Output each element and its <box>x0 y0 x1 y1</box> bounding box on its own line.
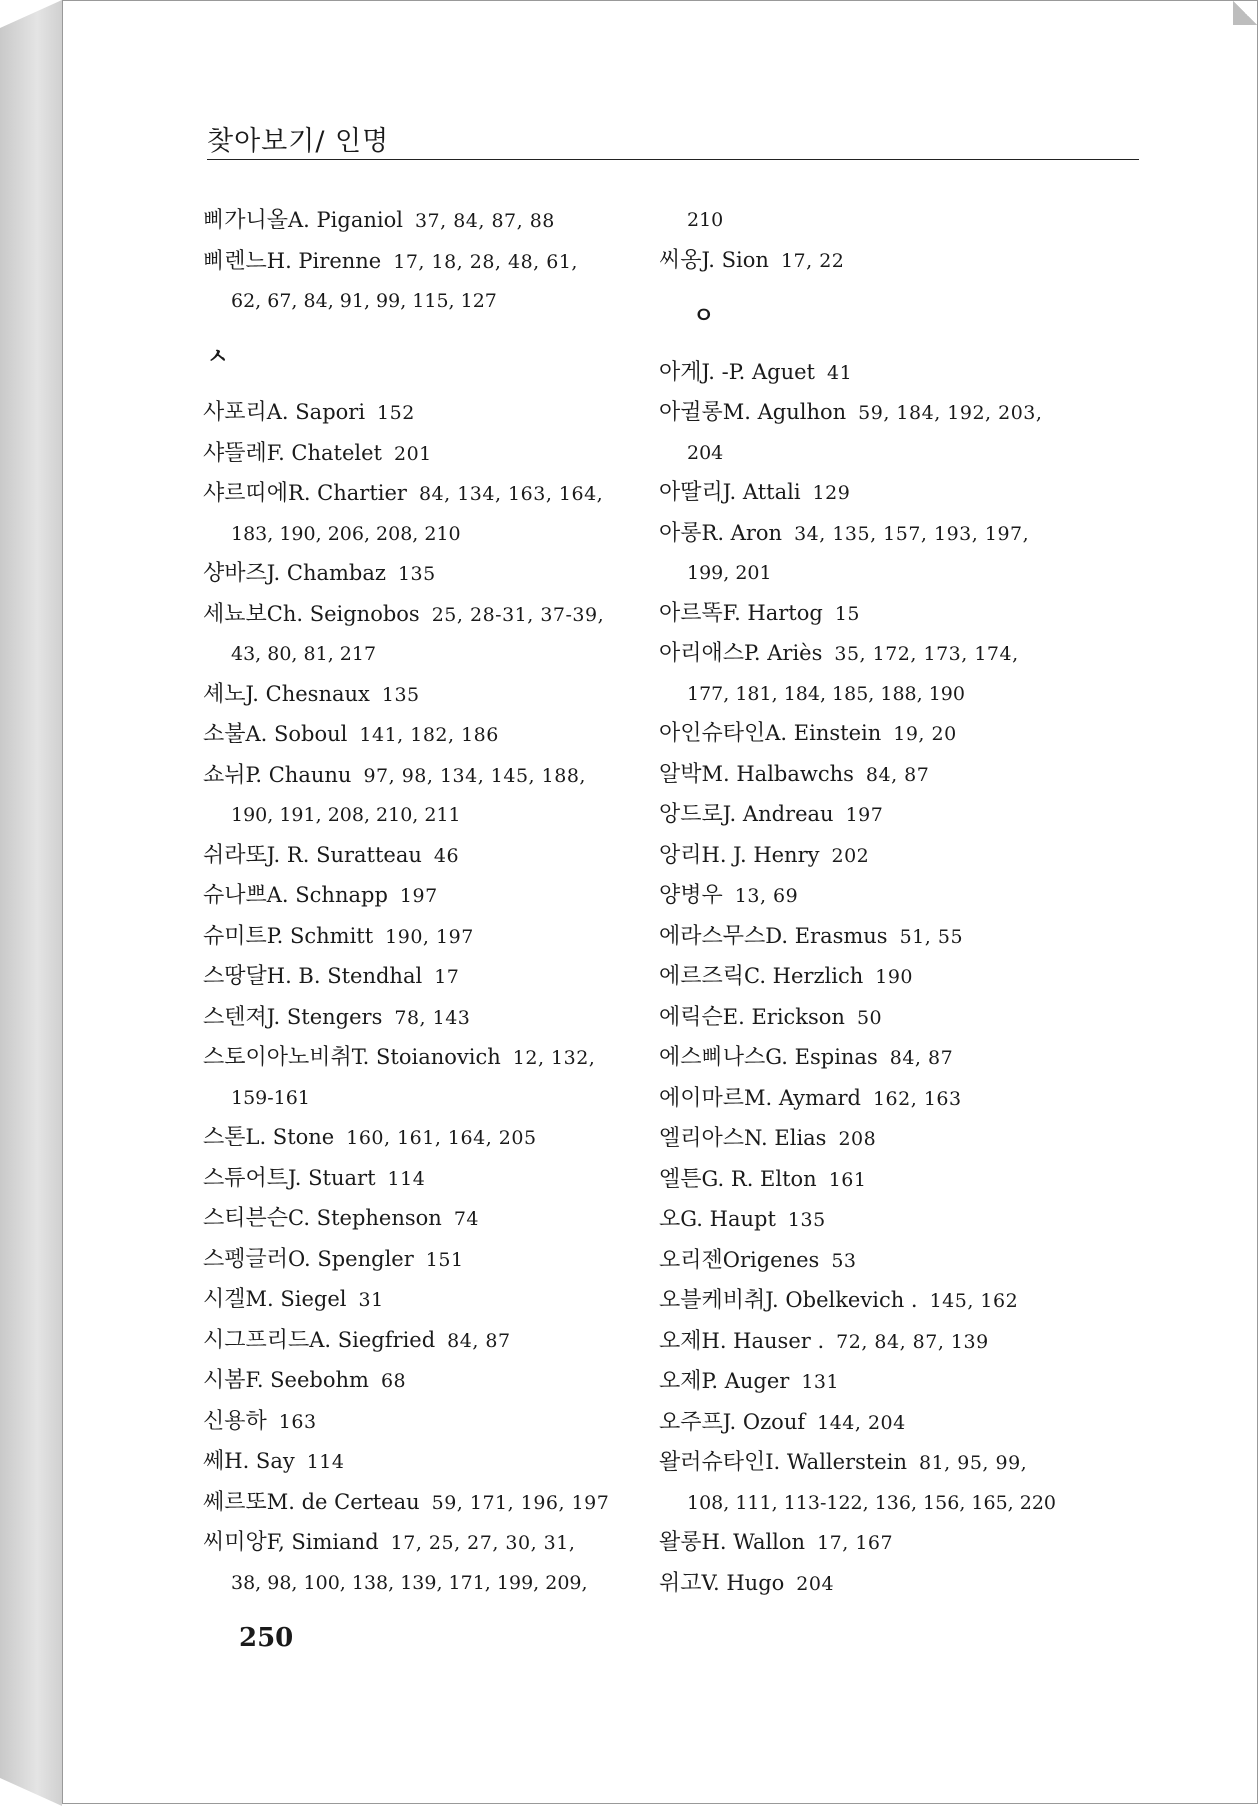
entry-page-refs: 72, 84, 87, 139 <box>836 1330 989 1353</box>
entry-page-refs: 17 <box>434 966 460 988</box>
index-entry <box>203 1442 633 1483</box>
entry-korean-name: 샹바즈 <box>203 561 267 586</box>
entry-page-refs: 46 <box>433 844 460 867</box>
entry-latin-name: P. Schmitt <box>266 923 374 948</box>
entry-korean-name: 스땅달 <box>203 964 267 989</box>
index-entry <box>659 998 1089 1039</box>
entry-latin-name: J. Stuart <box>288 1165 376 1190</box>
index-entry <box>203 474 633 515</box>
entry-korean-name: 사포리 <box>203 400 267 425</box>
entry-page-refs: 204 <box>796 1572 835 1595</box>
entry-korean-name: 신용하 <box>203 1408 267 1434</box>
entry-korean-name: 셰노 <box>203 681 246 707</box>
index-entry <box>659 1443 1089 1484</box>
index-entry <box>659 957 1089 998</box>
entry-latin-name: O. Spengler <box>288 1246 414 1271</box>
entry-korean-name: 쇼뉘 <box>203 762 246 788</box>
index-entry <box>203 554 633 595</box>
entry-korean-name: 시겔 <box>203 1287 246 1312</box>
entry-page-refs: 162, 163 <box>872 1087 962 1110</box>
index-entry <box>659 876 1089 917</box>
entry-page-refs-continued: 190, 191, 208, 210, 211 <box>231 804 461 826</box>
entry-latin-name: R. Chartier <box>288 481 407 505</box>
entry-page-refs: 129 <box>812 482 851 504</box>
entry-latin-name: M. Agulhon <box>722 400 847 424</box>
entry-page-refs: 37, 84, 87, 88 <box>414 210 555 232</box>
entry-latin-name: J. Stengers <box>266 1004 383 1029</box>
index-entry <box>659 714 1089 755</box>
index-entry <box>203 876 633 917</box>
entry-korean-name: 오블케비취 <box>659 1288 766 1313</box>
entry-page-refs-continued: 43, 80, 81, 217 <box>231 643 377 665</box>
entry-korean-name: 아리애스 <box>659 641 745 666</box>
entry-page-refs: 12, 132, <box>512 1047 596 1069</box>
header-rule <box>207 159 1139 160</box>
entry-page-refs: 152 <box>377 402 415 424</box>
entry-latin-name: M. Siegel <box>245 1287 347 1311</box>
entry-korean-name: 오 <box>659 1207 681 1232</box>
index-entry <box>659 594 1089 635</box>
index-entry <box>203 1361 633 1402</box>
entry-latin-name: I. Wallerstein <box>765 1450 907 1474</box>
entry-page-refs: 13, 69 <box>734 885 799 907</box>
page-number: 250 <box>239 1623 294 1653</box>
entry-latin-name: M. Halbawchs <box>701 761 854 786</box>
entry-korean-name: 스티븐슨 <box>203 1206 289 1231</box>
entry-latin-name: J. Andreau <box>722 802 834 826</box>
entry-latin-name: J. -P. Aguet <box>701 359 815 384</box>
entry-latin-name: G. R. Elton <box>701 1166 817 1191</box>
entry-latin-name: H. J. Henry <box>701 842 820 867</box>
entry-korean-name: 오제 <box>659 1369 702 1394</box>
entry-korean-name: 아게 <box>659 359 702 385</box>
entry-page-refs: 163 <box>278 1410 317 1433</box>
index-entry <box>203 957 633 998</box>
entries-before-section <box>659 241 1089 282</box>
entry-page-refs-continued: 38, 98, 100, 138, 139, 171, 199, 209, <box>231 1571 588 1594</box>
entry-latin-name: G. Haupt <box>680 1207 776 1231</box>
entry-korean-name: 삐렌느 <box>203 248 267 274</box>
entry-korean-name: 시그프리드 <box>203 1327 310 1353</box>
entry-latin-name: Origenes <box>722 1247 820 1272</box>
entry-page-refs: 114 <box>306 1451 345 1473</box>
entry-page-refs: 17, 22 <box>780 249 845 272</box>
entry-page-refs: 68 <box>380 1370 407 1392</box>
entry-page-refs: 78, 143 <box>394 1006 471 1029</box>
entry-page-refs: 84, 87 <box>889 1047 954 1069</box>
entry-korean-name: 오주프 <box>659 1409 723 1435</box>
index-entry <box>203 1159 633 1200</box>
entry-page-refs: 201 <box>393 442 432 465</box>
entry-korean-name: 에릭슨 <box>659 1004 723 1030</box>
index-entry <box>659 836 1089 877</box>
entry-korean-name: 알박 <box>659 761 702 787</box>
index-entry <box>659 1119 1089 1160</box>
entry-latin-name: J. Sion <box>701 247 769 272</box>
entry-page-refs: 97, 98, 134, 145, 188, <box>363 764 586 787</box>
entry-korean-name: 샤뜰레 <box>203 440 267 466</box>
index-entry <box>659 1281 1089 1322</box>
entry-page-refs-continued: 159-161 <box>231 1086 310 1109</box>
entry-page-refs: 17, 25, 27, 30, 31, <box>390 1532 576 1554</box>
section-heading-siot: ㅅ <box>207 344 229 370</box>
entry-latin-name: F. Chatelet <box>266 440 382 465</box>
entry-page-refs: 31 <box>358 1289 384 1311</box>
entry-latin-name: J. Chesnaux <box>245 681 370 706</box>
entry-latin-name: M. de Certeau <box>266 1489 420 1514</box>
entry-page-refs: 35, 172, 173, 174, <box>834 643 1019 665</box>
entry-korean-name: 스토이아노비취 <box>203 1045 352 1070</box>
entry-korean-name: 에스삐나스 <box>659 1045 766 1070</box>
entry-korean-name: 왈러슈타인 <box>659 1450 766 1475</box>
index-entry <box>203 1118 633 1159</box>
entry-page-refs: 208 <box>838 1128 877 1150</box>
entry-korean-name: 슈미트 <box>203 923 267 949</box>
entry-latin-name: Ch. Seignobos <box>266 601 420 626</box>
index-entry <box>203 201 633 242</box>
index-entry <box>659 1322 1089 1363</box>
entry-page-refs: 197 <box>399 885 438 907</box>
entry-korean-name: 씨옹 <box>659 247 702 273</box>
entry-korean-name: 스튜어트 <box>203 1165 289 1191</box>
index-entry <box>203 1402 633 1443</box>
book-page <box>62 0 1258 1804</box>
entry-page-refs: 19, 20 <box>893 723 957 745</box>
entry-korean-name: 엘리아스 <box>659 1126 745 1151</box>
index-entry <box>659 634 1089 675</box>
entry-korean-name: 왈롱 <box>659 1530 702 1555</box>
entry-page-refs: 34, 135, 157, 193, 197, <box>794 522 1030 545</box>
entry-page-refs: 59, 171, 196, 197 <box>431 1491 610 1514</box>
entry-page-refs-continued: 108, 111, 113-122, 136, 156, 165, 220 <box>687 1491 1057 1514</box>
book-spine <box>0 0 62 1806</box>
entry-page-refs-continued: 199, 201 <box>687 562 772 584</box>
entry-page-refs: 15 <box>834 602 861 625</box>
entries-before-section <box>203 201 633 322</box>
entry-latin-name: N. Elias <box>744 1126 827 1150</box>
index-entry <box>203 998 633 1039</box>
entry-page-refs: 84, 87 <box>447 1329 511 1352</box>
index-entry <box>203 675 633 716</box>
entry-latin-name: V. Hugo <box>701 1570 785 1595</box>
entry-page-refs: 131 <box>801 1371 840 1393</box>
entry-latin-name: A. Sapori <box>266 400 366 424</box>
index-entry <box>203 1199 633 1240</box>
entry-korean-name: 세뇨보 <box>203 601 267 627</box>
index-entry <box>203 1483 633 1524</box>
entry-latin-name: A. Einstein <box>765 721 882 745</box>
index-entry <box>203 393 633 434</box>
entry-latin-name: E. Erickson <box>722 1004 845 1029</box>
entry-korean-name: 삐가니올 <box>203 208 289 233</box>
entry-korean-name: 에이마르 <box>659 1085 745 1111</box>
index-entry <box>203 836 633 877</box>
entry-page-refs: 197 <box>845 804 884 826</box>
index-entry <box>659 1403 1089 1444</box>
entry-latin-name: G. Espinas <box>765 1045 878 1069</box>
entry-korean-name: 스톤 <box>203 1125 246 1150</box>
entry-latin-name: A. Siegfried <box>309 1327 436 1352</box>
index-entry <box>659 473 1089 514</box>
continued-pages: 210 <box>687 209 724 231</box>
entry-latin-name: J. Attali <box>722 480 801 504</box>
entry-page-refs: 145, 162 <box>929 1290 1019 1312</box>
entry-korean-name: 아인슈타인 <box>659 721 766 746</box>
entry-latin-name: R. Aron <box>701 520 783 545</box>
entry-korean-name: 스펭글러 <box>203 1246 289 1272</box>
index-entry <box>203 1321 633 1362</box>
entry-page-refs-continued: 177, 181, 184, 185, 188, 190 <box>687 682 965 705</box>
entry-korean-name: 쉬라또 <box>203 842 267 868</box>
index-entry <box>203 1523 633 1564</box>
entry-korean-name: 엘튼 <box>659 1166 702 1192</box>
entry-page-refs: 190, 197 <box>385 925 474 948</box>
entry-latin-name: F. Hartog <box>722 600 823 625</box>
entry-latin-name: L. Stone <box>245 1125 335 1149</box>
index-entry <box>659 755 1089 796</box>
index-entry <box>659 1160 1089 1201</box>
index-entry <box>203 434 633 475</box>
entry-latin-name: M. Aymard <box>744 1085 861 1110</box>
entry-latin-name: T. Stoianovich <box>351 1045 501 1069</box>
entry-latin-name: F, Simiand <box>266 1530 379 1554</box>
entry-page-refs: 114 <box>387 1167 426 1190</box>
entry-latin-name: D. Erasmus <box>765 923 888 948</box>
entry-page-refs: 84, 87 <box>865 763 930 786</box>
index-entry <box>659 514 1089 555</box>
entry-korean-name: 오리젠 <box>659 1247 723 1273</box>
entry-korean-name: 씨미앙 <box>203 1530 267 1555</box>
entry-korean-name: 위고 <box>659 1570 702 1596</box>
index-entry <box>659 353 1089 394</box>
index-entry <box>203 715 633 756</box>
entry-latin-name: H. B. Stendhal <box>266 964 423 988</box>
entry-latin-name: H. Pirenne <box>266 248 382 273</box>
entry-latin-name: P. Ariès <box>744 641 823 665</box>
page-fold-corner <box>1233 1 1257 25</box>
entry-page-refs-continued: 204 <box>687 441 724 464</box>
entry-korean-name: 앙드로 <box>659 802 723 827</box>
entry-page-refs: 17, 18, 28, 48, 61, <box>393 250 578 273</box>
entry-korean-name: 앙리 <box>659 842 702 868</box>
index-entry <box>659 1038 1089 1079</box>
index-entry <box>203 1038 633 1079</box>
index-column-right <box>659 201 1089 1604</box>
entry-page-refs: 59, 184, 192, 203, <box>858 402 1043 424</box>
entry-latin-name: H. Hauser . <box>701 1328 825 1353</box>
entry-page-refs: 81, 95, 99, <box>918 1452 1028 1474</box>
entries-after-section <box>659 353 1089 1605</box>
index-entry <box>659 1523 1089 1564</box>
index-entry <box>659 1079 1089 1120</box>
entry-korean-name: 오제 <box>659 1328 702 1354</box>
entry-latin-name: A. Schnapp <box>266 883 388 907</box>
entry-latin-name: A. Piganiol <box>288 208 403 232</box>
entry-page-refs: 74 <box>453 1208 479 1230</box>
entry-latin-name: C. Herzlich <box>744 964 864 988</box>
header-title: 찾아보기/ 인명 <box>207 126 390 157</box>
index-entry <box>659 1200 1089 1241</box>
entry-korean-name: 쎄르또 <box>203 1489 267 1515</box>
entry-latin-name: F. Seebohm <box>245 1368 369 1392</box>
entry-latin-name: J. Ozouf <box>722 1409 806 1434</box>
index-entry <box>203 756 633 797</box>
entry-latin-name: P. Chaunu <box>245 762 352 787</box>
index-entry <box>203 242 633 283</box>
entry-latin-name: J. R. Suratteau <box>266 842 422 867</box>
index-entry <box>203 1280 633 1321</box>
entry-page-refs: 160, 161, 164, 205 <box>346 1127 537 1149</box>
entry-latin-name: C. Stephenson <box>288 1206 442 1230</box>
entry-korean-name: 아딸리 <box>659 480 723 505</box>
entry-latin-name: J. Chambaz <box>266 561 386 585</box>
entry-latin-name: H. Say <box>224 1449 295 1473</box>
entry-page-refs: 51, 55 <box>899 925 964 948</box>
entry-latin-name: J. Obelkevich . <box>765 1288 918 1312</box>
entry-page-refs: 135 <box>397 563 436 585</box>
entry-page-refs: 41 <box>826 361 853 384</box>
entry-page-refs-continued: 62, 67, 84, 91, 99, 115, 127 <box>231 290 497 312</box>
entry-page-refs: 141, 182, 186 <box>359 724 499 746</box>
entry-latin-name: P. Auger <box>701 1369 790 1393</box>
entry-latin-name: A. Soboul <box>245 722 348 746</box>
index-column-left <box>203 201 633 1603</box>
entry-page-refs: 161 <box>828 1168 867 1191</box>
section-heading-ieung: ㅇ <box>693 304 715 329</box>
entry-korean-name: 쎄 <box>203 1449 225 1474</box>
entries-after-section <box>203 393 633 1603</box>
entry-page-refs: 151 <box>425 1248 464 1271</box>
entry-korean-name: 에르즈릭 <box>659 964 745 989</box>
entry-page-refs-continued: 183, 190, 206, 208, 210 <box>231 522 461 545</box>
entry-page-refs: 202 <box>831 844 870 867</box>
index-entry <box>659 1362 1089 1403</box>
entry-page-refs: 190 <box>875 966 914 988</box>
index-entry <box>659 917 1089 958</box>
entry-korean-name: 샤르띠에 <box>203 481 289 506</box>
index-entry <box>659 795 1089 836</box>
index-entry <box>659 1241 1089 1282</box>
entry-page-refs: 144, 204 <box>817 1411 906 1434</box>
entry-page-refs: 135 <box>381 683 420 706</box>
index-entry <box>659 393 1089 434</box>
entry-page-refs: 84, 134, 163, 164, <box>418 483 604 505</box>
index-entry <box>659 1564 1089 1605</box>
entry-page-refs: 25, 28-31, 37-39, <box>431 603 605 626</box>
entry-korean-name: 슈나쁘 <box>203 883 267 908</box>
entry-page-refs: 53 <box>831 1249 857 1272</box>
index-entry <box>203 595 633 636</box>
entry-korean-name: 스텐져 <box>203 1004 267 1030</box>
index-entry <box>203 1240 633 1281</box>
entry-korean-name: 아귈롱 <box>659 400 723 425</box>
entry-korean-name: 아르똑 <box>659 600 723 626</box>
entry-latin-name: H. Wallon <box>701 1530 806 1554</box>
entry-page-refs: 50 <box>856 1006 883 1029</box>
entry-korean-name: 시봄 <box>203 1368 246 1393</box>
index-entry <box>659 241 1089 282</box>
running-header <box>207 119 1139 158</box>
entry-korean-name: 양병우 <box>659 883 723 908</box>
index-entry <box>203 917 633 958</box>
entry-page-refs: 135 <box>787 1209 826 1231</box>
entry-korean-name: 소불 <box>203 722 246 747</box>
entry-page-refs: 17, 167 <box>817 1532 894 1554</box>
entry-korean-name: 에라스무스 <box>659 923 766 949</box>
entry-korean-name: 아롱 <box>659 520 702 546</box>
